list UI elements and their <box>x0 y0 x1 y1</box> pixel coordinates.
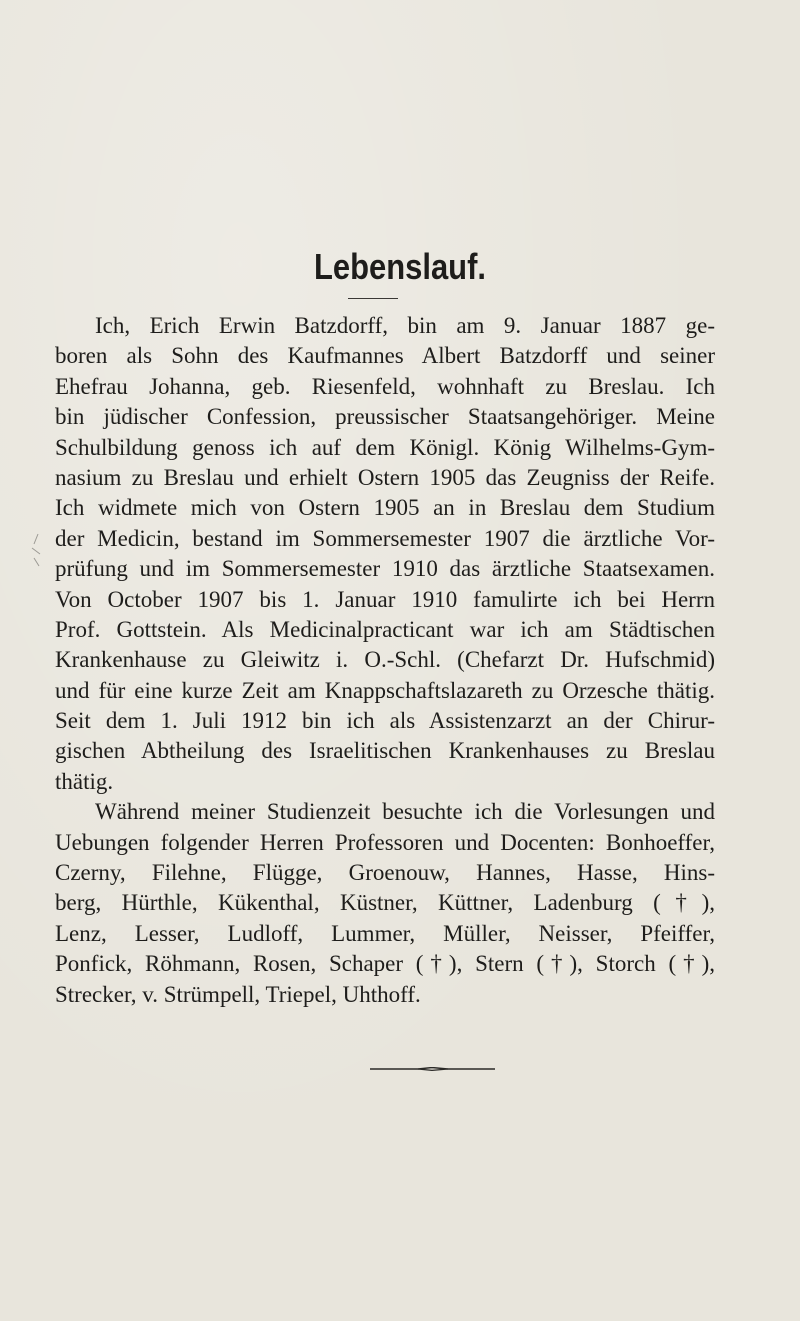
text-line: Ehefrau Johanna, geb. Riesenfeld, wohnhaft zu Breslau. Ich <box>55 373 715 399</box>
text-line: bin jüdischer Confession, preussischer Staatsangehöriger. Meine <box>55 404 715 430</box>
text-line: gischen Abtheilung des Israelitischen Krankenhauses zu Breslau <box>55 738 715 764</box>
text-line: boren als Sohn des Kaufmannes Albert Batzdorff und seiner <box>55 343 715 369</box>
text-line: Krankenhause zu Gleiwitz i. O.-Schl. (Chefarzt Dr. Hufschmid) <box>55 647 715 673</box>
text-line: Prof. Gottstein. Als Medicinalpracticant war ich am Städtischen <box>55 616 715 642</box>
end-ornament-rule <box>370 1067 495 1069</box>
text-line: Ich widmete mich von Ostern 1905 an in Breslau dem Studium <box>55 495 715 521</box>
text-line: nasium zu Breslau und erhielt Ostern 1905 das Zeugniss der Reife. <box>55 464 715 490</box>
text-line: prüfung und im Sommersemester 1910 das ärztliche Staatsexamen. <box>55 556 715 582</box>
page-title: Lebenslauf. <box>313 246 487 287</box>
text-line: Seit dem 1. Juli 1912 bin ich als Assistenzarzt an der Chirur- <box>55 708 715 734</box>
text-line: thätig. <box>55 768 114 794</box>
text-line: der Medicin, bestand im Sommersemester 1907 die ärztliche Vor- <box>55 525 715 551</box>
text-line: berg, Hürthle, Kükenthal, Küstner, Küttner, Ladenburg (†), <box>55 890 715 916</box>
text-line: Ponfick, Röhmann, Rosen, Schaper (†), Stern (†), Storch (†), <box>55 951 715 977</box>
text-line: Lenz, Lesser, Ludloff, Lummer, Müller, Neisser, Pfeiffer, <box>55 920 715 946</box>
text-line: Während meiner Studienzeit besuchte ich die Vorlesungen und <box>95 799 715 825</box>
text-line: Ich, Erich Erwin Batzdorff, bin am 9. Januar 1887 ge- <box>95 313 715 338</box>
title-rule <box>348 298 398 299</box>
text-line: Von October 1907 bis 1. Januar 1910 famulirte ich bei Herrn <box>55 586 715 612</box>
text-line: Strecker, v. Strümpell, Triepel, Uhthoff. <box>55 981 421 1007</box>
text-line: und für eine kurze Zeit am Knappschaftslazareth zu Orzesche thätig. <box>55 677 715 703</box>
biography-text <box>55 311 715 1010</box>
margin-pencil-mark <box>30 532 44 568</box>
text-line: Czerny, Filehne, Flügge, Groenouw, Hannes, Hasse, Hins- <box>55 860 715 886</box>
text-line: Schulbildung genoss ich auf dem Königl. König Wilhelms-Gym- <box>55 434 715 460</box>
text-line: Uebungen folgender Herren Professoren und Docenten: Bonhoeffer, <box>55 829 715 855</box>
